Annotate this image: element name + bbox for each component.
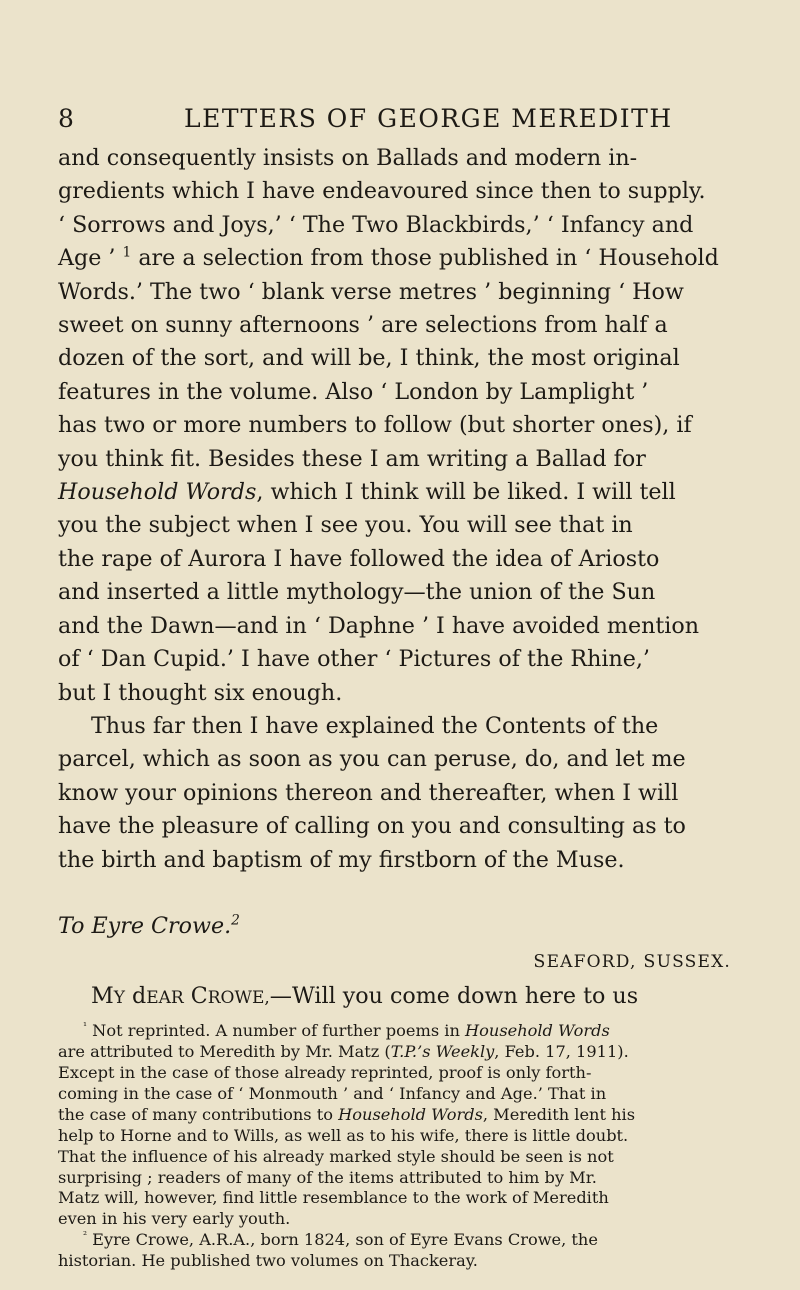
- body-line: Age ’ $^1$ are a selection from those published in ‘ Household: [58, 244, 719, 272]
- body-line: Words.’ The two ‘ blank verse metres ’ beginning ‘ How: [58, 278, 684, 305]
- body-line: features in the volume. Also ‘ London by Lamplight ’: [58, 378, 649, 405]
- salutation: MY dEAR CROWE,: [91, 982, 270, 1009]
- body-line: Household Words, which I think will be liked. I will tell: [58, 479, 676, 506]
- body-line: the birth and baptism of my firstborn of the Muse.: [58, 846, 625, 873]
- body-line: Thus far then I have explained the Contents of the: [91, 712, 659, 739]
- body-line: have the pleasure of calling on you and consulting as to: [58, 813, 686, 840]
- footnote-line: That the influence of his already marked style should be seen is not: [58, 1146, 614, 1166]
- letter-opening: [58, 980, 740, 1015]
- body-line: you think fit. Besides these I am writing a Ballad for: [58, 445, 646, 472]
- body-line: know your opinions thereon and thereafter, when I will: [58, 779, 679, 806]
- footnote-line: the case of many contributions to Household Words, Meredith lent his: [58, 1104, 636, 1124]
- footnote-ref: 2: [231, 912, 240, 929]
- running-title: LETTERS OF GEORGE MEREDITH: [184, 104, 673, 133]
- footnote-line: help to Horne and to Wills, as well as to his wife, there is little doubt.: [58, 1125, 629, 1145]
- body-line: of ‘ Dan Cupid.’ I have other ‘ Pictures of the Rhine,’: [58, 646, 650, 673]
- footnote-line: are attributed to Meredith by Mr. Matz (T.P.’s Weekly, Feb. 17, 1911).: [58, 1042, 629, 1062]
- body-line: you the subject when I see you. You will see that in: [58, 512, 633, 539]
- footnote-line: coming in the case of ‘ Monmouth ’ and ‘ Infancy and Age.’ That in: [58, 1083, 607, 1103]
- opening-text: —Will you come down here to us: [269, 982, 639, 1009]
- footnote-line: Matz will, however, find little resemblance to the work of Meredith: [58, 1188, 609, 1208]
- letter-place: SEAFORD, SUSSEX.: [533, 952, 731, 973]
- body-line: and the Dawn—and in ‘ Daphne ’ I have avoided mention: [58, 612, 700, 639]
- body-line: has two or more numbers to follow (but shorter ones), if: [58, 412, 692, 439]
- letter-recipient: To Eyre Crowe.$^2$: [58, 912, 240, 939]
- footnote-line: Except in the case of those already reprinted, proof is only forth-: [58, 1062, 592, 1082]
- footnote-line: even in his very early youth.: [58, 1209, 291, 1229]
- page-header: [58, 104, 740, 140]
- body-line: gredients which I have endeavoured since then to supply.: [58, 178, 706, 205]
- body-line: and inserted a little mythology—the union of the Sun: [58, 579, 656, 606]
- footnote-line: surprising ; readers of many of the items attributed to him by Mr.: [58, 1167, 597, 1187]
- body-line: and consequently insists on Ballads and modern in-: [58, 145, 638, 171]
- footnote-line: $^{^1}$ Not reprinted. A number of further poems in Household Words: [83, 1021, 610, 1041]
- body-line: dozen of the sort, and will be, I think, the most original: [58, 345, 680, 372]
- footnote-line: historian. He published two volumes on Thackeray.: [58, 1251, 478, 1271]
- page-number: 8: [58, 104, 74, 133]
- body-line: parcel, which as soon as you can peruse, do, and let me: [58, 746, 686, 773]
- body-line: the rape of Aurora I have followed the idea of Ariosto: [58, 545, 660, 572]
- footnotes: [58, 1021, 740, 1272]
- body-line: ‘ Sorrows and Joys,’ ‘ The Two Blackbirds,’ ‘ Infancy and: [58, 211, 694, 238]
- body-line: but I thought six enough.: [58, 679, 343, 706]
- footnote-line: $^{^2}$ Eyre Crowe, A.R.A., born 1824, son of Eyre Evans Crowe, the: [83, 1230, 598, 1250]
- page-text: [58, 142, 740, 1272]
- body-line: sweet on sunny afternoons ’ are selections from half a: [58, 312, 668, 339]
